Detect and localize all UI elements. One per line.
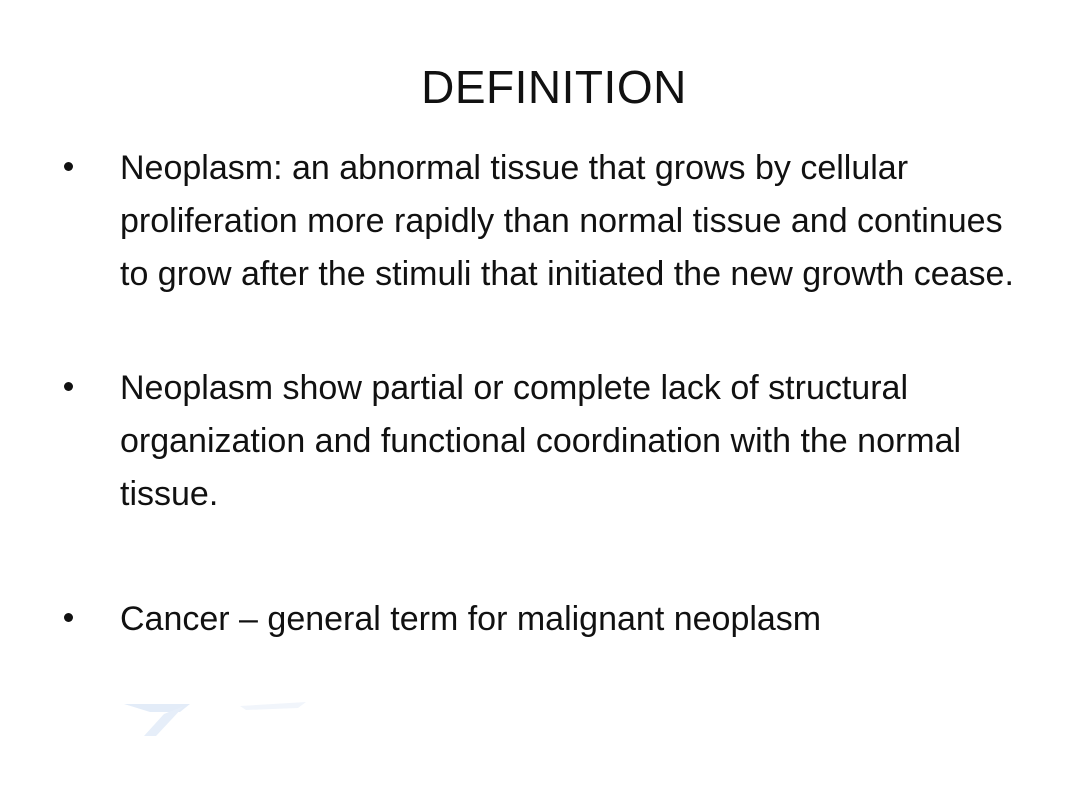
bullet-item	[62, 362, 1022, 521]
bullet-item	[62, 142, 1022, 301]
bullet-text: Neoplasm show partial or complete lack of structural organization and functional coordination with the normal tissue.	[120, 369, 962, 513]
bullet-text: Neoplasm: an abnormal tissue that grows by cellular proliferation more rapidly than normal tissue and continues to grow after the stimuli that initiated the new growth cease.	[120, 149, 1014, 293]
bullet-item	[62, 593, 1022, 646]
slide-title: DEFINITION	[421, 61, 687, 113]
watermark-logo-icon	[120, 698, 310, 743]
bullet-list	[62, 142, 1022, 646]
bullet-dot-icon	[64, 162, 73, 171]
bullet-dot-icon	[64, 382, 73, 391]
bullet-dot-icon	[64, 613, 73, 622]
bullet-text: Cancer – general term for malignant neoplasm	[120, 600, 822, 638]
